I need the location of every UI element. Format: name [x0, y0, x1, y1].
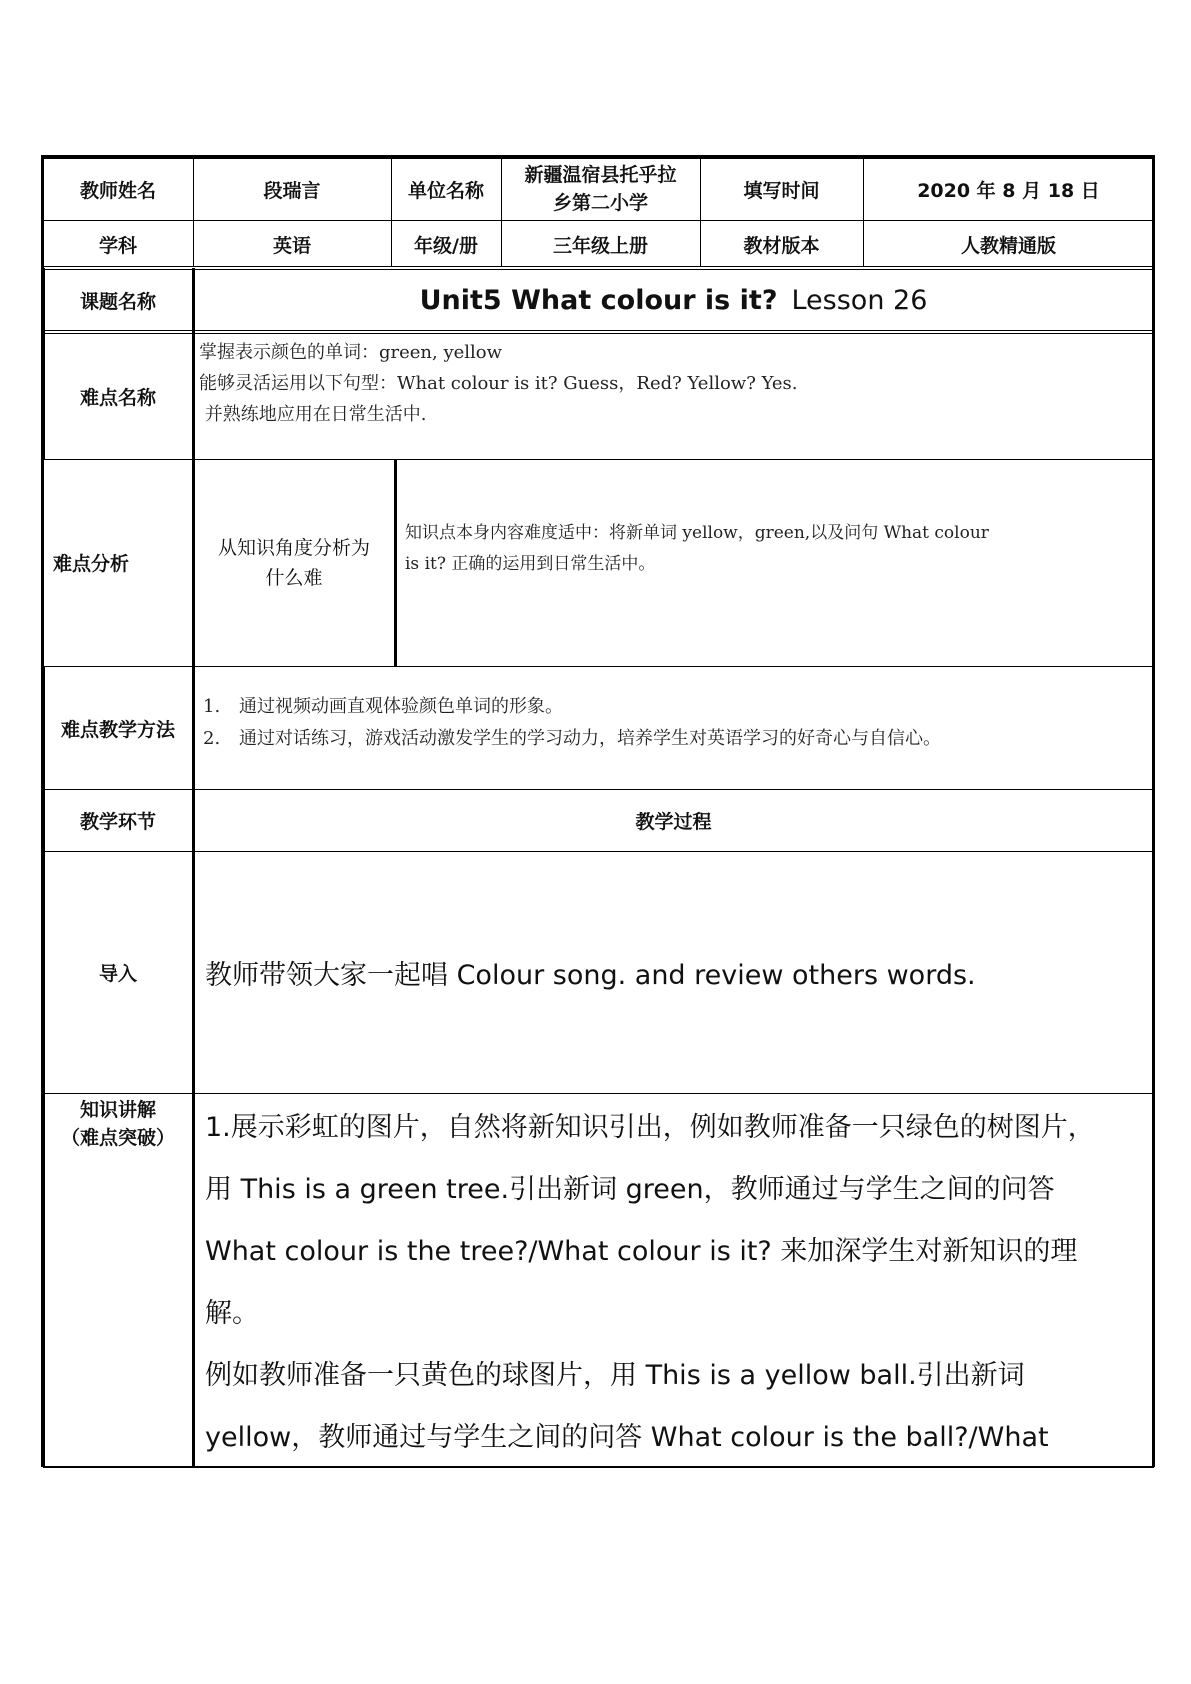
- teaching-stage-header: 教学环节: [79, 810, 156, 833]
- col-divider: [192, 268, 195, 1467]
- unit-name-line1: 新疆温宿县托乎拉: [524, 164, 677, 186]
- topic-label: 课题名称: [79, 290, 156, 313]
- grade-label: 年级/册: [414, 234, 478, 257]
- row-divider: [43, 1093, 1154, 1094]
- table-border-right: [1152, 155, 1155, 1467]
- row-divider: [43, 266, 1154, 267]
- col-divider: [700, 157, 701, 267]
- col-divider: [863, 157, 864, 267]
- subject-label: 学科: [98, 234, 137, 257]
- col-divider: [394, 459, 397, 666]
- row-divider: [43, 666, 1154, 667]
- difficulty-name-label: 难点名称: [79, 386, 156, 409]
- analysis-text-line1: 知识点本身内容难度适中：将新单词 yellow，green,以及问句 What colour: [405, 522, 989, 543]
- table-border-left-thick: [41, 666, 45, 1466]
- unit-name-line2: 乡第二小学: [552, 192, 648, 214]
- item-number: 2.: [203, 728, 221, 749]
- topic-title-bold: Unit5 What colour is it?: [419, 284, 778, 316]
- teacher-name-label: 教师姓名: [79, 179, 156, 202]
- unit-name-value: [501, 157, 700, 221]
- knowledge-line: 例如教师准备一只黄色的球图片，用 This is a yellow ball.引出新词: [205, 1360, 1025, 1391]
- difficulty-analysis-label: 难点分析: [53, 553, 130, 575]
- knowledge-label-line2: （难点突破）: [60, 1127, 175, 1149]
- knowledge-line: 用 This is a green tree.引出新词 green，教师通过与学生之间的问答: [205, 1174, 1055, 1205]
- fill-date-label: 填写时间: [743, 179, 820, 202]
- teacher-name-value: 段瑞言: [263, 179, 321, 202]
- table-border-bottom: [43, 1466, 1154, 1468]
- knowledge-line: 1.展示彩虹的图片，自然将新知识引出，例如教师准备一只绿色的树图片，: [205, 1112, 1095, 1143]
- table-border-top: [43, 155, 1154, 159]
- row-divider: [43, 330, 1154, 331]
- table-border-left-thick: [41, 268, 45, 459]
- topic-title-lesson: Lesson 26: [791, 284, 928, 316]
- teaching-method-label: 难点教学方法: [60, 718, 175, 741]
- row-divider: [43, 269, 1154, 270]
- knowledge-line: 解。: [205, 1298, 259, 1329]
- row-divider: [43, 459, 1154, 460]
- item-text: 通过视频动画直观体验颜色单词的形象。: [239, 696, 563, 717]
- intro-label: 导入: [98, 962, 137, 985]
- teaching-process-header: 教学过程: [635, 810, 712, 833]
- teaching-method-item: [203, 691, 563, 723]
- knowledge-label-line1: 知识讲解: [79, 1099, 156, 1121]
- item-number: 1.: [203, 696, 221, 717]
- fill-date-value: 2020 年 8 月 18 日: [917, 179, 1100, 202]
- analysis-sublabel-line2: 什么难: [265, 566, 323, 589]
- difficulty-name-line: 掌握表示颜色的单词：green, yellow: [199, 342, 503, 363]
- difficulty-name-line: 能够灵活运用以下句型：What colour is it? Guess，Red? Yellow? Yes.: [199, 373, 798, 394]
- col-divider: [501, 157, 502, 267]
- knowledge-label: [43, 1096, 193, 1156]
- analysis-sublabel-line1: 从知识角度分析为: [217, 536, 370, 559]
- teaching-method-list: [203, 667, 1148, 789]
- difficulty-name-line: 并熟练地应用在日常生活中.: [199, 404, 427, 425]
- analysis-text: [405, 459, 1150, 666]
- knowledge-line: yellow，教师通过与学生之间的问答 What colour is the ball?/What: [205, 1422, 1049, 1453]
- knowledge-content: [205, 1097, 1150, 1465]
- lesson-plan-table: [43, 157, 1154, 1467]
- row-divider: [43, 220, 1154, 221]
- unit-name-label: 单位名称: [407, 179, 484, 202]
- edition-label: 教材版本: [743, 234, 820, 257]
- col-divider: [193, 157, 194, 267]
- analysis-text-line2: is it? 正确的运用到日常生活中。: [405, 553, 656, 574]
- row-divider: [43, 851, 1154, 852]
- analysis-sublabel: [193, 459, 395, 666]
- col-divider: [391, 157, 392, 267]
- edition-value: 人教精通版: [960, 234, 1056, 257]
- item-text: 通过对话练习，游戏活动激发学生的学习动力，培养学生对英语学习的好奇心与自信心。: [239, 728, 941, 749]
- teaching-method-item: [203, 723, 941, 755]
- subject-value: 英语: [272, 234, 311, 257]
- knowledge-line: What colour is the tree?/What colour is it? 来加深学生对新知识的理: [205, 1236, 1078, 1267]
- topic-title: [193, 268, 1154, 332]
- row-divider: [43, 789, 1154, 790]
- row-divider: [43, 333, 1154, 334]
- intro-text: 教师带领大家一起唱 Colour song. and review others words.: [205, 959, 976, 991]
- difficulty-name-content: [199, 337, 1149, 457]
- grade-value: 三年级上册: [552, 234, 648, 257]
